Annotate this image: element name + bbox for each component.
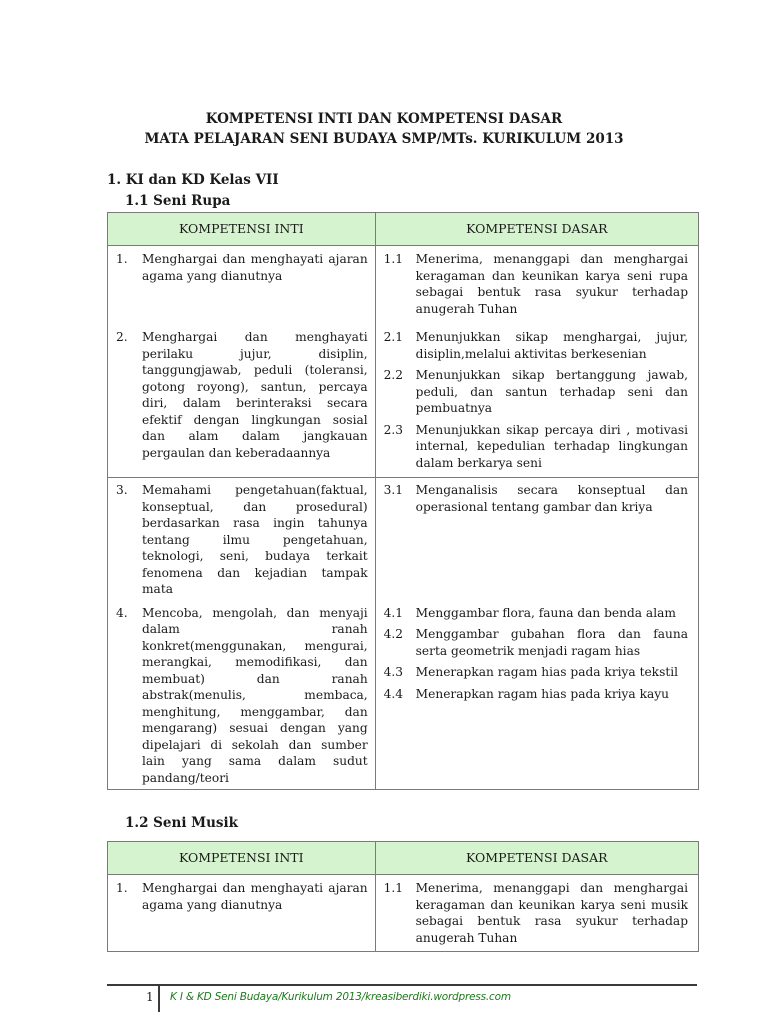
ki-number: 4.	[116, 605, 128, 620]
kd-number: 2.2	[383, 368, 404, 382]
kd-text: Menerima, menanggapi dan menghargai keragaman dan keunikan karya seni musik sebagai bentuk rasa syukur terhadap anugerah Tuhan	[415, 881, 688, 945]
table-row	[108, 246, 699, 324]
table-row	[108, 323, 699, 478]
header-kompetensi-inti: KOMPETENSI INTI	[108, 842, 376, 875]
kd-text: Menerapkan ragam hias pada kriya tekstil	[415, 665, 679, 679]
ki-text: Menghargai dan menghayati ajaran agama yang dianutnya	[142, 881, 368, 912]
table-row	[108, 603, 699, 790]
kd-number: 1.1	[383, 252, 404, 266]
section-heading: 1. KI dan KD Kelas VII	[107, 172, 279, 188]
ki-number: 3.	[116, 483, 128, 497]
ki-item	[108, 880, 375, 913]
kd-item	[376, 251, 698, 317]
kd-item	[376, 664, 698, 681]
header-kompetensi-dasar: KOMPETENSI DASAR	[375, 842, 698, 875]
ki-item	[108, 482, 375, 598]
kd-text: Menunjukkan sikap bertanggung jawab, peduli, dan santun terhadap seni dan pembuatnya	[415, 368, 688, 415]
kd-text: Menggambar flora, fauna dan benda alam	[415, 605, 676, 620]
kd-number: 4.2	[383, 627, 404, 641]
kd-item	[376, 329, 698, 362]
ki-number: 1.	[116, 252, 128, 266]
kd-text: Menunjukkan sikap percaya diri , motivasi internal, kepedulian terhadap lingkungan dalam berkarya seni	[415, 422, 688, 470]
kd-item	[376, 367, 698, 417]
footer-divider-vertical	[158, 986, 160, 1012]
ki-item	[108, 329, 375, 461]
kd-text: Menerapkan ragam hias pada kriya kayu	[415, 686, 669, 701]
ki-text: Mencoba, mengolah, dan menyaji dalam ranah konkret(menggunakan, mengurai, merangkai, memodifikasi, dan membuat) dan ranah abstrak(menulis, membaca, menghitung, menggambar, dan mengarang) sesuai dengan yang dipelajari di sekolah dan sumber lain yang sama dalam sudut pandang/teori	[142, 605, 368, 785]
ki-number: 2.	[116, 330, 128, 344]
subsection-seni-rupa: 1.1 Seni Rupa	[125, 193, 231, 209]
ki-item	[108, 605, 375, 787]
table-row	[108, 478, 699, 603]
kd-item	[376, 482, 698, 515]
kd-number: 3.1	[383, 483, 404, 497]
document-title-line2: MATA PELAJARAN SENI BUDAYA SMP/MTs. KURIKULUM 2013	[144, 131, 624, 147]
kd-number: 4.1	[383, 605, 404, 620]
kd-text: Menganalisis secara konseptual dan operasional tentang gambar dan kriya	[415, 483, 688, 514]
kd-item	[376, 626, 698, 659]
kd-item	[376, 880, 698, 946]
table-row	[108, 875, 699, 952]
subsection-seni-musik: 1.2 Seni Musik	[125, 815, 239, 831]
kd-item	[376, 605, 698, 622]
document-title-line1: KOMPETENSI INTI DAN KOMPETENSI DASAR	[205, 111, 563, 127]
kd-text: Menunjukkan sikap menghargai, jujur, disiplin,melalui aktivitas berkesenian	[415, 330, 688, 361]
ki-text: Menghargai dan menghayati ajaran agama yang dianutnya	[142, 252, 368, 283]
kd-number: 2.3	[383, 422, 404, 437]
kd-item	[376, 686, 698, 703]
kd-text: Menggambar gubahan flora dan fauna serta geometrik menjadi ragam hias	[415, 627, 688, 658]
seni-musik-table	[107, 841, 699, 952]
ki-number: 1.	[116, 881, 128, 895]
header-kompetensi-dasar: KOMPETENSI DASAR	[375, 213, 698, 246]
footer-text: K I & KD Seni Budaya/Kurikulum 2013/kreasiberdiki.wordpress.com	[170, 991, 511, 1003]
kd-number: 1.1	[383, 881, 403, 895]
kd-number: 2.1	[383, 330, 404, 344]
seni-rupa-table	[107, 212, 699, 790]
ki-text: Memahami pengetahuan(faktual, konseptual, dan prosedural) berdasarkan rasa ingin tahunya tentang ilmu pengetahuan, teknologi, seni, budaya terkait fenomena dan kejadian tampak mata	[142, 483, 368, 596]
ki-text: Menghargai dan menghayati perilaku jujur, disiplin, tanggungjawab, peduli (toleransi, gotong royong), santun, percaya diri, dalam berinteraksi secara efektif dengan lingkungan sosial dan alam dalam jangkauan pergaulan dan keberadaannya	[142, 330, 368, 460]
ki-item	[108, 251, 375, 284]
kd-number: 4.3	[383, 665, 404, 679]
header-kompetensi-inti: KOMPETENSI INTI	[108, 213, 376, 246]
footer-divider	[107, 984, 697, 986]
kd-number: 4.4	[383, 686, 404, 701]
kd-item	[376, 422, 698, 472]
page-number: 1	[146, 990, 154, 1004]
kd-text: Menerima, menanggapi dan menghargai keragaman dan keunikan karya seni rupa sebagai bentuk rasa syukur terhadap anugerah Tuhan	[415, 252, 688, 316]
